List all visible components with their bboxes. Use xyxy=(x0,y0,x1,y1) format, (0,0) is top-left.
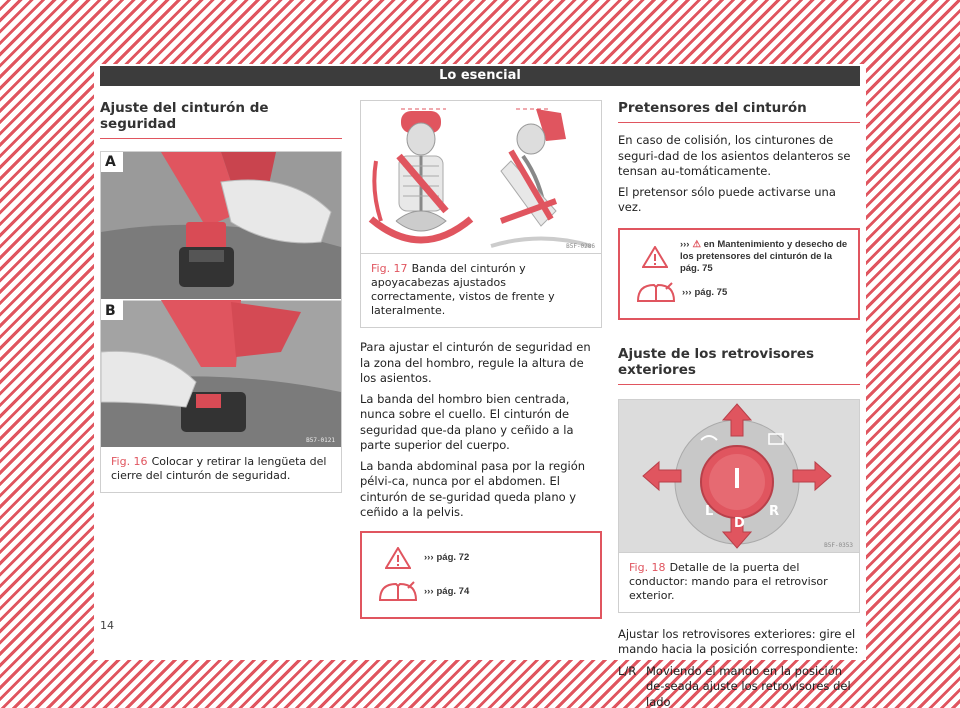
note-reference[interactable]: ››› pág. 75 xyxy=(682,286,728,298)
warning-reference[interactable]: ››› pág. 72 xyxy=(424,551,470,563)
warning-reference[interactable]: ››› ⚠ en Mantenimiento y desecho de los pretensores del cinturón de la pág. 75 xyxy=(679,238,848,274)
warning-row xyxy=(630,238,848,276)
small-warning-icon: ⚠ xyxy=(692,238,701,250)
paragraph: La banda del hombro bien centrada, nunca sobre el cuello. El cinturón de seguridad que-da plano y ceñido a la parte superior del cuerpo. xyxy=(360,391,574,452)
warning-box xyxy=(360,531,602,619)
knob-label-l: L xyxy=(705,503,714,519)
chapter-header: Lo esencial xyxy=(100,66,860,86)
warning-box xyxy=(618,228,860,320)
paragraph: La banda abdominal pasa por la región pélvi-ca, nunca por el abdomen. El cinturón de se-guridad queda plano y ceñido a la pelvis. xyxy=(360,458,586,519)
paragraph: El pretensor sólo puede activarse una vez. xyxy=(618,184,836,214)
seatbelt-buckle-illustration xyxy=(101,152,341,447)
figure-18 xyxy=(618,399,860,613)
figure-16-image xyxy=(101,152,341,447)
note-reference[interactable]: ››› pág. 74 xyxy=(424,585,470,597)
figure-17 xyxy=(360,100,602,328)
section-title-mirrors: Ajuste de los retrovisores exteriores xyxy=(618,346,860,385)
figure-16-caption xyxy=(101,447,341,492)
note-row xyxy=(372,575,590,609)
figure-number: Fig. 17 xyxy=(371,262,408,275)
caption-text: Banda del cinturón y apoyacabezas ajustados correctamente, vistos de frente y lateralmente. xyxy=(371,262,555,317)
definition-item xyxy=(618,664,860,708)
warning-row xyxy=(372,541,590,575)
knob-label-r: R xyxy=(769,503,780,519)
column-2 xyxy=(360,100,602,619)
body-text xyxy=(618,133,860,216)
knob-label-d: D xyxy=(734,515,745,531)
panel-label-b: B xyxy=(105,303,116,319)
manual-book-icon xyxy=(372,580,424,604)
figure-number: Fig. 18 xyxy=(629,560,666,574)
figure-code: B57-0121 xyxy=(306,437,335,444)
figure-17-caption xyxy=(361,253,601,327)
figure-code: B5F-0286 xyxy=(566,243,595,250)
figure-18-image xyxy=(619,400,859,552)
column-3 xyxy=(618,100,860,708)
page-number: 14 xyxy=(100,619,114,632)
definition-term: L/R xyxy=(618,663,637,678)
figure-17-image xyxy=(361,101,601,253)
headrest-skeleton-illustration xyxy=(361,101,601,253)
panel-label-a: A xyxy=(105,154,116,170)
mirror-intro: Ajustar los retrovisores exteriores: gire el mando hacia la posición correspondiente: xyxy=(618,626,859,656)
figure-16 xyxy=(100,151,342,493)
caption-text: Detalle de la puerta del conductor: mando para el retrovisor exterior. xyxy=(629,560,828,602)
section-title-seatbelt: Ajuste del cinturón de seguridad xyxy=(100,100,342,139)
paragraph: En caso de colisión, los cinturones de seguri-dad de los asientos delanteros se tensan au-tomáticamente. xyxy=(618,133,851,178)
warning-triangle-icon xyxy=(630,246,680,268)
note-row xyxy=(630,276,848,310)
manual-book-icon xyxy=(630,281,682,305)
definition-text: Moviendo el mando en la posición de-seada ajuste los retrovisores del lado xyxy=(646,663,851,708)
column-1 xyxy=(100,100,342,493)
figure-number: Fig. 16 xyxy=(111,455,148,468)
caption-text: Colocar y retirar la lengüeta del cierre del cinturón de seguridad. xyxy=(111,455,327,482)
warning-triangle-icon xyxy=(372,547,424,569)
figure-18-caption xyxy=(619,552,859,612)
body-text xyxy=(360,340,602,521)
paragraph: Para ajustar el cinturón de seguridad en la zona del hombro, regule la altura de los asientos. xyxy=(360,340,591,385)
section-title-pretensioners: Pretensores del cinturón xyxy=(618,100,860,123)
figure-code: B5F-0353 xyxy=(824,541,853,549)
